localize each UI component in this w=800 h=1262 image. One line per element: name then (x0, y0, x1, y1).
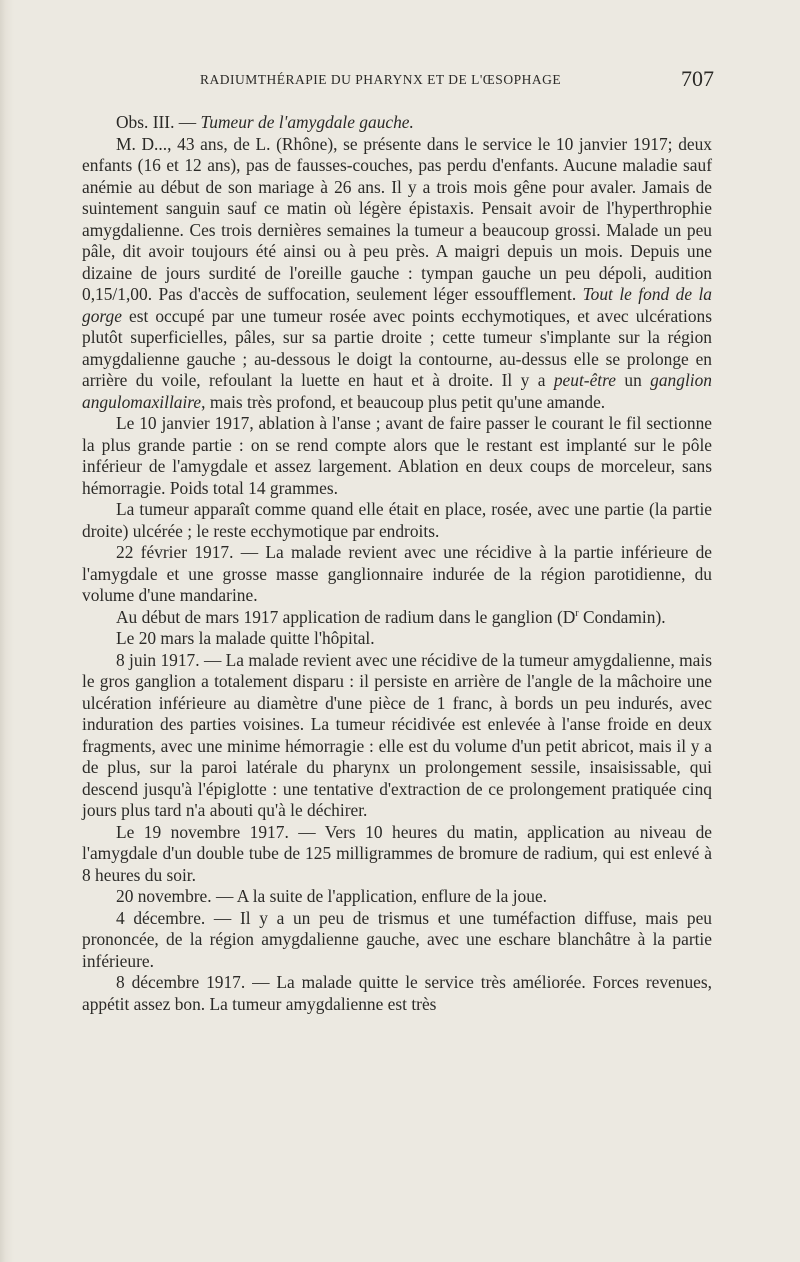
text-run: un (615, 370, 651, 390)
text-run: 20 novembre. — A la suite de l'application, enflure de la joue. (116, 886, 548, 906)
paragraph-list (82, 134, 712, 1016)
text-run: La tumeur apparaît comme quand elle était en place, rosée, avec une partie (la partie droite) ulcérée ; le reste ecchymotique par endroits. (82, 499, 712, 541)
text-run: 4 décembre. — Il y a un peu de trismus et une tuméfaction diffuse, mais peu prononcée, de la région amygdalienne gauche, avec une eschare blanchâtre à la partie inférieure. (82, 907, 712, 971)
observation-label: Obs. III. — (116, 112, 197, 132)
text-run: Le 19 novembre 1917. — Vers 10 heures du matin, application au niveau de l'amygdale d'un double tube de 125 milligrammes de bromure de radium, qui est enlevé à 8 heures du soir. (82, 821, 712, 885)
text-run: Au début de mars 1917 application de radium dans le ganglion (D (116, 606, 576, 627)
italic-text: peut-être (553, 370, 616, 390)
paragraph (82, 542, 712, 607)
text-run: Le 20 mars la malade quitte l'hôpital. (116, 628, 375, 648)
observation-heading (82, 112, 712, 134)
running-header: RADIUMTHÉRAPIE DU PHARYNX ET DE L'ŒSOPHAGE (200, 72, 562, 87)
page-number: 707 (681, 66, 714, 91)
text-run: , mais très profond, et beaucoup plus petit qu'une amande. (201, 391, 606, 412)
paragraph (82, 822, 712, 887)
text-run: Le 10 janvier 1917, ablation à l'anse ; avant de faire passer le courant le fil sectionne la plus grande partie : on se rend compte alors que le restant est implanté sur le pôle inférieur de l'amygdale et assez largement. Ablation en deux coups de morceleur, sans hémorragie. Poids total 14 grammes. (82, 413, 712, 498)
paragraph (82, 650, 712, 822)
paragraph (82, 886, 712, 908)
italic-text: ganglion angulomaxillaire (82, 370, 712, 412)
paragraph (82, 607, 712, 629)
italic-text: Tout le fond de la gorge (82, 284, 712, 326)
text-run: 8 décembre 1917. — La malade quitte le service très améliorée. Forces revenues, appétit assez bon. La tumeur amygdalienne est très (82, 972, 712, 1014)
paragraph (82, 908, 712, 973)
paragraph (82, 628, 712, 650)
paragraph (82, 413, 712, 499)
text-run: M. D..., 43 ans, de L. (Rhône), se présente dans le service le 10 janvier 1917; deux enfants (16 et 12 ans), pas de fausses-couches, pas perdu d'enfants. Aucune maladie sauf anémie au début de son mariage à 26 ans. Il y a trois mois gêne pour avaler. Jamais de suintement sanguin sauf ce matin où légère épistaxis. Pensait avoir de l'hyperthrophie amygdalienne. Ces trois dernières semaines la tumeur a beaucoup grossi. Malade un peu pâle, dit avoir toujours été ainsi ou à peu près. A maigri depuis un mois. Depuis une dizaine de jours surdité de l'oreille gauche : tympan gauche un peu dépoli, audition 0,15/1,00. Pas d'accès de suffocation, seulement léger essoufflement. (82, 133, 712, 304)
page-body (82, 112, 712, 1015)
text-run: 8 juin 1917. — La malade revient avec une récidive de la tumeur amygdalienne, mais le gros ganglion a totalement disparu : il persiste en arrière de l'angle de la mâchoire une ulcération inférieure au diamètre d'une pièce de 1 franc, à bords un peu indurés, avec induration des parties voisines. La tumeur récidivée est enlevée à l'anse froide en deux fragments, avec une minime hémorragie : elle est du volume d'un petit abricot, mais il y a de plus, sur la paroi latérale du pharynx un prolongement sessile, insaisissable, qui descend jusqu'à l'épiglotte : une tentative d'extraction de ce prolongement pratiquée cinq jours plus tard n'a abouti qu'à le déchirer. (82, 649, 712, 820)
observation-title: Tumeur de l'amygdale gauche. (200, 112, 414, 132)
text-run: 22 février 1917. — La malade revient avec une récidive à la partie inférieure de l'amygdale et une grosse masse ganglionnaire indurée de la région parotidienne, du volume d'une mandarine. (82, 542, 712, 605)
superscript-text: r (575, 607, 579, 619)
text-run: Condamin). (578, 606, 666, 627)
text-run: est occupé par une tumeur rosée avec points ecchymotiques, et avec ulcérations plutôt superficielles, pâles, sur sa partie droite ; cette tumeur s'implante sur la région amygdalienne gauche ; au-dessous le doigt la contourne, au-dessus elle se prolonge en arrière du voile, refoulant la luette en haut et à droite. Il y a (82, 305, 712, 390)
paragraph (82, 499, 712, 542)
paragraph (82, 972, 712, 1015)
paragraph (82, 134, 712, 414)
